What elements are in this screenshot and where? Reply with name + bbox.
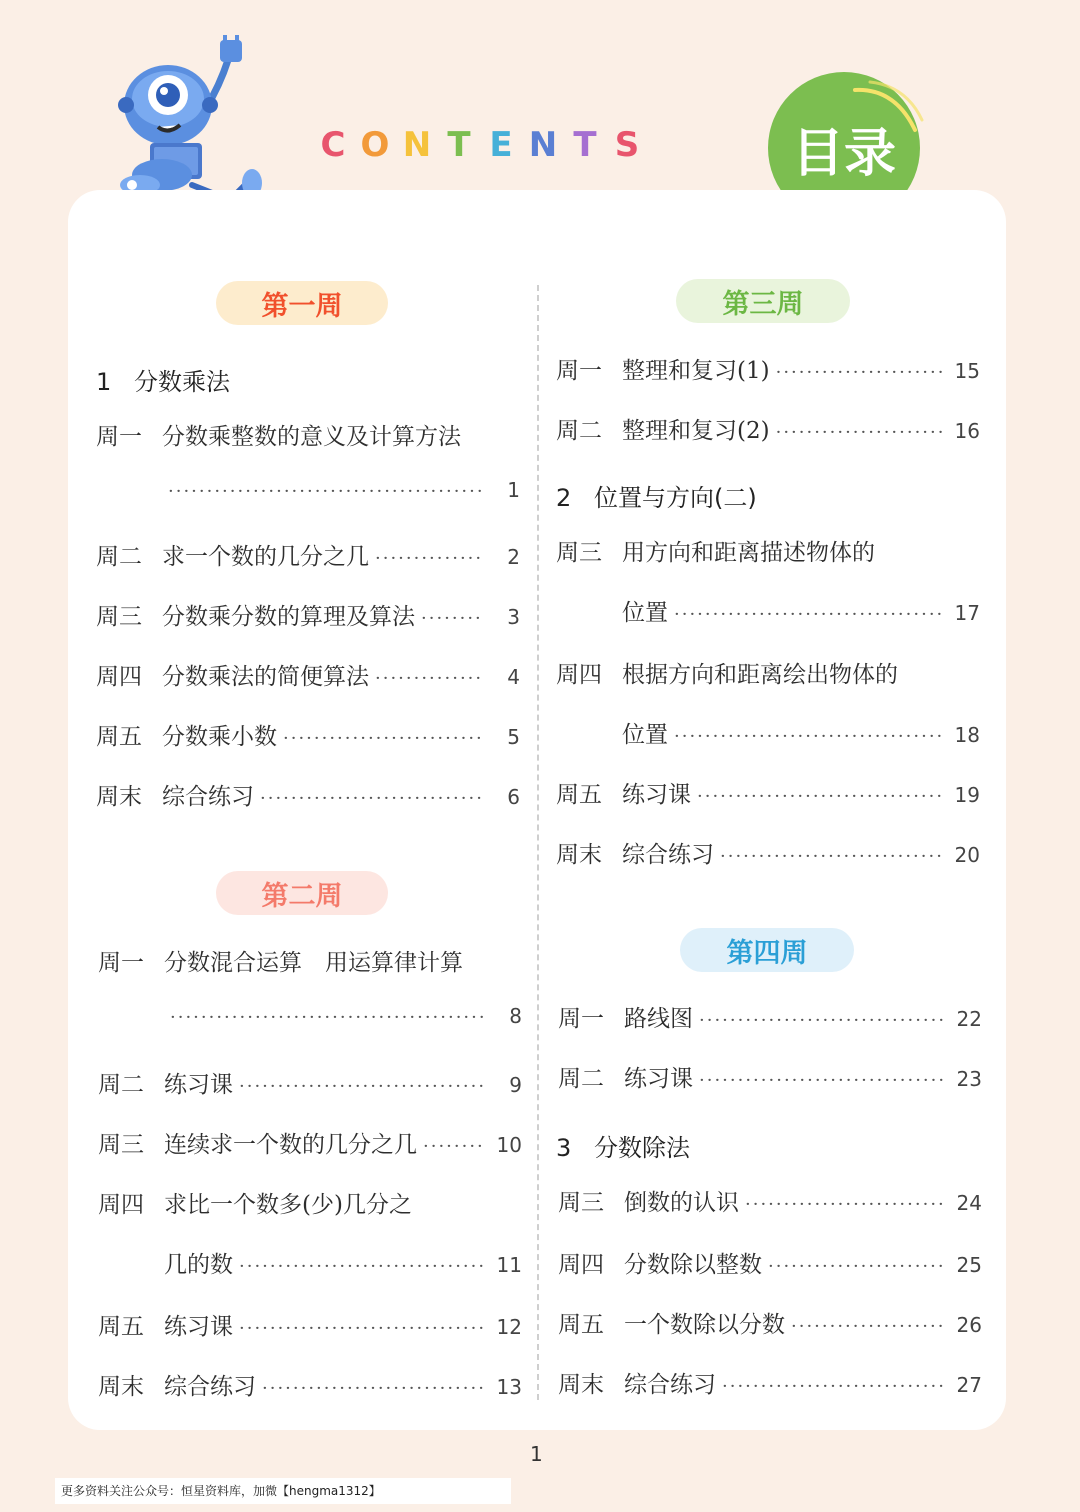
toc-page-number: 19 xyxy=(954,783,980,807)
toc-leader-dots xyxy=(768,1256,946,1277)
toc-title: 整理和复习(2) xyxy=(622,418,770,444)
week-heading-1: 第一周 xyxy=(216,281,388,325)
toc-row[interactable] xyxy=(96,658,520,698)
week-heading-2: 第二周 xyxy=(216,871,388,915)
toc-leader-dots xyxy=(674,604,944,625)
toc-day: 周二 xyxy=(556,418,602,444)
section-number: 2 xyxy=(556,484,572,512)
toc-day: 周三 xyxy=(96,604,142,630)
toc-day: 周五 xyxy=(556,782,602,808)
toc-page-number: 25 xyxy=(956,1253,982,1277)
toc-day: 周二 xyxy=(558,1066,604,1092)
toc-row[interactable] xyxy=(556,776,980,816)
toc-leader-dots xyxy=(262,1378,486,1399)
toc-title: 分数混合运算 用运算律计算 xyxy=(164,950,463,976)
toc-leader-dots xyxy=(697,786,944,807)
toc-leader-dots xyxy=(423,1136,486,1157)
toc-row[interactable] xyxy=(98,1368,522,1408)
toc-day: 周四 xyxy=(556,662,602,688)
contents-letter: T xyxy=(447,125,471,165)
section-title-1 xyxy=(96,362,230,397)
section-number: 1 xyxy=(96,368,112,396)
toc-page-number: 3 xyxy=(507,605,520,629)
toc-page-number: 16 xyxy=(954,419,980,443)
toc-row[interactable] xyxy=(96,478,520,518)
toc-row[interactable] xyxy=(96,778,520,818)
toc-title: 分数乘法的简便算法 xyxy=(162,664,369,690)
toc-row[interactable] xyxy=(96,538,520,578)
section-title-3 xyxy=(556,1128,690,1163)
toc-row[interactable] xyxy=(558,1060,982,1100)
toc-leader-dots xyxy=(375,668,484,689)
week-heading-4: 第四周 xyxy=(680,928,854,972)
toc-day: 周末 xyxy=(558,1372,604,1398)
toc-leader-dots xyxy=(170,1007,486,1028)
toc-title: 求比一个数多(少)几分之 xyxy=(164,1192,412,1218)
toc-leader-dots xyxy=(699,1010,946,1031)
toc-title: 根据方向和距离绘出物体的 xyxy=(622,662,898,688)
toc-leader-dots xyxy=(239,1256,486,1277)
toc-row[interactable] xyxy=(558,1306,982,1346)
toc-row[interactable] xyxy=(98,1066,522,1106)
toc-leader-dots xyxy=(283,728,484,749)
section-title-2 xyxy=(556,478,757,513)
toc-day: 周四 xyxy=(96,664,142,690)
section-label: 分数乘法 xyxy=(134,368,230,396)
toc-row[interactable] xyxy=(98,1246,522,1286)
toc-title: 求一个数的几分之几 xyxy=(162,544,369,570)
section-label: 分数除法 xyxy=(594,1134,690,1162)
toc-leader-dots xyxy=(776,362,944,383)
column-divider xyxy=(537,285,539,1400)
toc-day: 周二 xyxy=(98,1072,144,1098)
toc-leader-dots xyxy=(791,1316,946,1337)
toc-title: 综合练习 xyxy=(624,1372,716,1398)
toc-leader-dots xyxy=(239,1076,486,1097)
toc-page-number: 8 xyxy=(509,1004,522,1028)
toc-row[interactable] xyxy=(558,1000,982,1040)
toc-title: 练习课 xyxy=(164,1314,233,1340)
toc-leader-dots xyxy=(375,548,484,569)
toc-page-number: 20 xyxy=(954,843,980,867)
toc-leader-dots xyxy=(776,422,944,443)
toc-leader-dots xyxy=(168,481,484,502)
toc-day: 周一 xyxy=(558,1006,604,1032)
toc-leader-dots xyxy=(421,608,484,629)
toc-row[interactable] xyxy=(556,716,980,756)
toc-page-number: 11 xyxy=(496,1253,522,1277)
toc-page-number: 12 xyxy=(496,1315,522,1339)
toc-title: 练习课 xyxy=(624,1066,693,1092)
contents-letter: E xyxy=(489,125,513,165)
toc-title: 综合练习 xyxy=(164,1374,256,1400)
toc-page-number: 27 xyxy=(956,1373,982,1397)
toc-day: 周末 xyxy=(96,784,142,810)
contents-letter: S xyxy=(614,125,640,165)
toc-day: 周三 xyxy=(558,1190,604,1216)
toc-title: 整理和复习(1) xyxy=(622,358,770,384)
toc-leader-dots xyxy=(260,788,484,809)
toc-day: 周三 xyxy=(98,1132,144,1158)
toc-leader-dots xyxy=(745,1194,946,1215)
toc-title: 位置 xyxy=(622,722,668,748)
decorative-arc-icon xyxy=(820,68,930,178)
toc-row[interactable] xyxy=(98,1308,522,1348)
toc-page-number: 6 xyxy=(507,785,520,809)
toc-leader-dots xyxy=(239,1318,486,1339)
toc-day: 周一 xyxy=(98,950,144,976)
toc-title: 几的数 xyxy=(164,1252,233,1278)
toc-page-number: 9 xyxy=(509,1073,522,1097)
toc-leader-dots xyxy=(722,1376,946,1397)
toc-page-number: 22 xyxy=(956,1007,982,1031)
toc-row[interactable] xyxy=(98,1004,522,1044)
toc-day: 周三 xyxy=(556,540,602,566)
toc-day: 周一 xyxy=(96,424,142,450)
toc-day: 周五 xyxy=(96,724,142,750)
toc-day: 周五 xyxy=(558,1312,604,1338)
toc-title: 用方向和距离描述物体的 xyxy=(622,540,875,566)
toc-title: 分数乘小数 xyxy=(162,724,277,750)
toc-day: 周二 xyxy=(96,544,142,570)
toc-day: 周末 xyxy=(556,842,602,868)
toc-title: 分数乘分数的算理及算法 xyxy=(162,604,415,630)
toc-day: 周末 xyxy=(98,1374,144,1400)
toc-leader-dots xyxy=(699,1070,946,1091)
toc-page-number: 26 xyxy=(956,1313,982,1337)
toc-page-number: 1 xyxy=(507,478,520,502)
week-heading-3: 第三周 xyxy=(676,279,850,323)
toc-leader-dots xyxy=(674,726,944,747)
toc-page-number: 18 xyxy=(954,723,980,747)
toc-day: 周四 xyxy=(558,1252,604,1278)
toc-day: 周一 xyxy=(556,358,602,384)
mulu-label: 目录 xyxy=(791,123,896,184)
toc-page-number: 17 xyxy=(954,601,980,625)
toc-title: 分数除以整数 xyxy=(624,1252,762,1278)
contents-letter: N xyxy=(402,125,432,165)
toc-title: 练习课 xyxy=(622,782,691,808)
toc-leader-dots xyxy=(720,846,944,867)
toc-title: 路线图 xyxy=(624,1006,693,1032)
contents-letter: C xyxy=(320,125,346,165)
toc-page-number: 24 xyxy=(956,1191,982,1215)
toc-row[interactable] xyxy=(96,718,520,758)
toc-row[interactable] xyxy=(96,418,520,458)
toc-row[interactable] xyxy=(98,1126,522,1166)
toc-row[interactable] xyxy=(556,656,980,696)
footer-note: 更多资料关注公众号：恒星资料库，加微【hengma1312】 xyxy=(55,1478,511,1504)
toc-title: 一个数除以分数 xyxy=(624,1312,785,1338)
contents-letter: N xyxy=(528,125,558,165)
toc-page-number: 5 xyxy=(507,725,520,749)
toc-page-number: 10 xyxy=(496,1133,522,1157)
toc-row[interactable] xyxy=(98,944,522,984)
toc-title: 练习课 xyxy=(164,1072,233,1098)
toc-title: 综合练习 xyxy=(162,784,254,810)
toc-title: 连续求一个数的几分之几 xyxy=(164,1132,417,1158)
contents-letter: T xyxy=(573,125,597,165)
toc-page-number: 15 xyxy=(954,359,980,383)
toc-row[interactable] xyxy=(556,534,980,574)
toc-page-number: 23 xyxy=(956,1067,982,1091)
toc-page-number: 13 xyxy=(496,1375,522,1399)
toc-day: 周五 xyxy=(98,1314,144,1340)
contents-heading xyxy=(312,125,648,175)
toc-page-number: 2 xyxy=(507,545,520,569)
toc-row[interactable] xyxy=(556,352,980,392)
toc-page-number: 4 xyxy=(507,665,520,689)
toc-row[interactable] xyxy=(556,594,980,634)
toc-day: 周四 xyxy=(98,1192,144,1218)
section-number: 3 xyxy=(556,1134,572,1162)
toc-title: 分数乘整数的意义及计算方法 xyxy=(162,424,461,450)
toc-title: 倒数的认识 xyxy=(624,1190,739,1216)
toc-row[interactable] xyxy=(96,598,520,638)
section-label: 位置与方向(二) xyxy=(594,484,757,512)
page-number: 1 xyxy=(530,1442,543,1466)
toc-row[interactable] xyxy=(558,1366,982,1406)
toc-title: 综合练习 xyxy=(622,842,714,868)
contents-letter: O xyxy=(360,125,390,165)
toc-row[interactable] xyxy=(98,1186,522,1226)
toc-row[interactable] xyxy=(558,1184,982,1224)
toc-row[interactable] xyxy=(556,412,980,452)
toc-row[interactable] xyxy=(558,1246,982,1286)
toc-title: 位置 xyxy=(622,600,668,626)
toc-row[interactable] xyxy=(556,836,980,876)
